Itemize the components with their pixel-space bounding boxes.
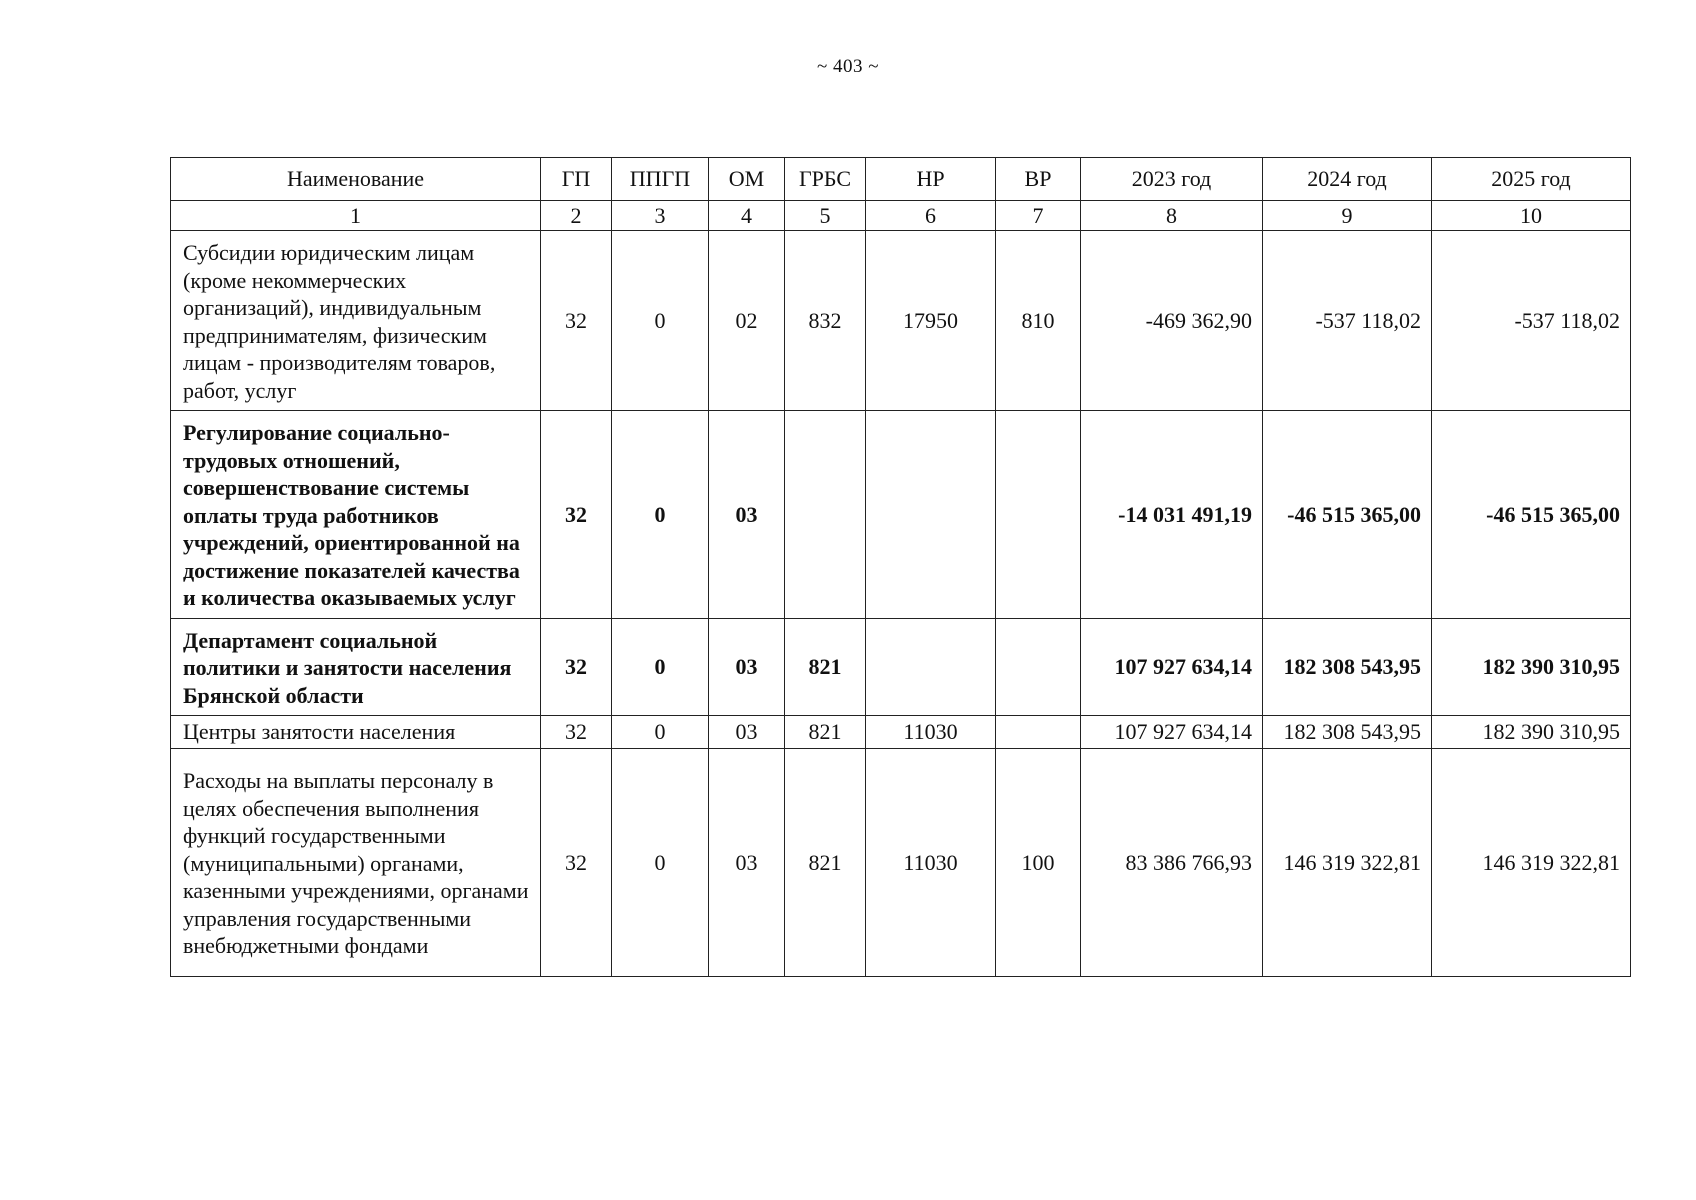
row-nr: 11030: [866, 749, 996, 977]
header-om: ОМ: [709, 158, 785, 201]
page-number: ~ 403 ~: [816, 56, 880, 77]
header-ppgp: ППГП: [612, 158, 709, 201]
column-number: 4: [709, 201, 785, 231]
header-grbs: ГРБС: [785, 158, 866, 201]
row-amount-2025: -46 515 365,00: [1432, 411, 1631, 619]
row-om: 03: [709, 716, 785, 749]
table-row: [171, 716, 1631, 749]
header-2025: 2025 год: [1432, 158, 1631, 201]
table-row: [171, 411, 1631, 619]
column-number: 8: [1081, 201, 1263, 231]
row-amount-2025: 182 390 310,95: [1432, 716, 1631, 749]
header-2024: 2024 год: [1263, 158, 1432, 201]
row-ppgp: 0: [612, 716, 709, 749]
row-amount-2024: -537 118,02: [1263, 231, 1432, 411]
row-gp: 32: [541, 618, 612, 716]
row-om: 03: [709, 411, 785, 619]
header-nr: НР: [866, 158, 996, 201]
row-amount-2023: 107 927 634,14: [1081, 716, 1263, 749]
column-number-row: [171, 201, 1631, 231]
table-row: [171, 749, 1631, 977]
column-number: 3: [612, 201, 709, 231]
row-grbs: [785, 411, 866, 619]
budget-table: [170, 157, 1631, 977]
row-amount-2025: 182 390 310,95: [1432, 618, 1631, 716]
row-grbs: 832: [785, 231, 866, 411]
row-nr: [866, 618, 996, 716]
row-amount-2024: -46 515 365,00: [1263, 411, 1432, 619]
row-amount-2023: 83 386 766,93: [1081, 749, 1263, 977]
row-name: Субсидии юридическим лицам (кроме некоммерческих организаций), индивидуальным предпринимателям, физическим лицам - производителям товаров, работ, услуг: [171, 231, 541, 411]
row-gp: 32: [541, 749, 612, 977]
header-vr: ВР: [996, 158, 1081, 201]
row-vr: 810: [996, 231, 1081, 411]
header-2023: 2023 год: [1081, 158, 1263, 201]
column-number: 5: [785, 201, 866, 231]
header-name: Наименование: [171, 158, 541, 201]
row-name: Центры занятости населения: [171, 716, 541, 749]
header-row: [171, 158, 1631, 201]
row-amount-2023: 107 927 634,14: [1081, 618, 1263, 716]
table-row: [171, 618, 1631, 716]
row-amount-2025: -537 118,02: [1432, 231, 1631, 411]
row-nr: 11030: [866, 716, 996, 749]
row-nr: [866, 411, 996, 619]
row-amount-2024: 146 319 322,81: [1263, 749, 1432, 977]
row-om: 03: [709, 618, 785, 716]
column-number: 9: [1263, 201, 1432, 231]
row-amount-2024: 182 308 543,95: [1263, 618, 1432, 716]
row-amount-2023: -469 362,90: [1081, 231, 1263, 411]
row-amount-2023: -14 031 491,19: [1081, 411, 1263, 619]
row-vr: [996, 618, 1081, 716]
row-name: Департамент социальной политики и занятости населения Брянской области: [171, 618, 541, 716]
row-om: 02: [709, 231, 785, 411]
row-amount-2025: 146 319 322,81: [1432, 749, 1631, 977]
row-ppgp: 0: [612, 231, 709, 411]
row-name: Расходы на выплаты персоналу в целях обеспечения выполнения функций государственными (муниципальными) органами, казенными учреждениями, органами управления государственными внебюджетными фондами: [171, 749, 541, 977]
row-gp: 32: [541, 411, 612, 619]
row-gp: 32: [541, 716, 612, 749]
row-vr: [996, 411, 1081, 619]
row-vr: [996, 716, 1081, 749]
row-nr: 17950: [866, 231, 996, 411]
column-number: 2: [541, 201, 612, 231]
row-grbs: 821: [785, 749, 866, 977]
row-ppgp: 0: [612, 749, 709, 977]
column-number: 7: [996, 201, 1081, 231]
row-grbs: 821: [785, 618, 866, 716]
header-gp: ГП: [541, 158, 612, 201]
column-number: 6: [866, 201, 996, 231]
row-gp: 32: [541, 231, 612, 411]
row-ppgp: 0: [612, 618, 709, 716]
row-om: 03: [709, 749, 785, 977]
row-grbs: 821: [785, 716, 866, 749]
table-row: [171, 231, 1631, 411]
row-amount-2024: 182 308 543,95: [1263, 716, 1432, 749]
row-ppgp: 0: [612, 411, 709, 619]
column-number: 1: [171, 201, 541, 231]
row-vr: 100: [996, 749, 1081, 977]
row-name: Регулирование социально-трудовых отношений, совершенствование системы оплаты труда работников учреждений, ориентированной на достижение показателей качества и количества оказываемых услуг: [171, 411, 541, 619]
column-number: 10: [1432, 201, 1631, 231]
